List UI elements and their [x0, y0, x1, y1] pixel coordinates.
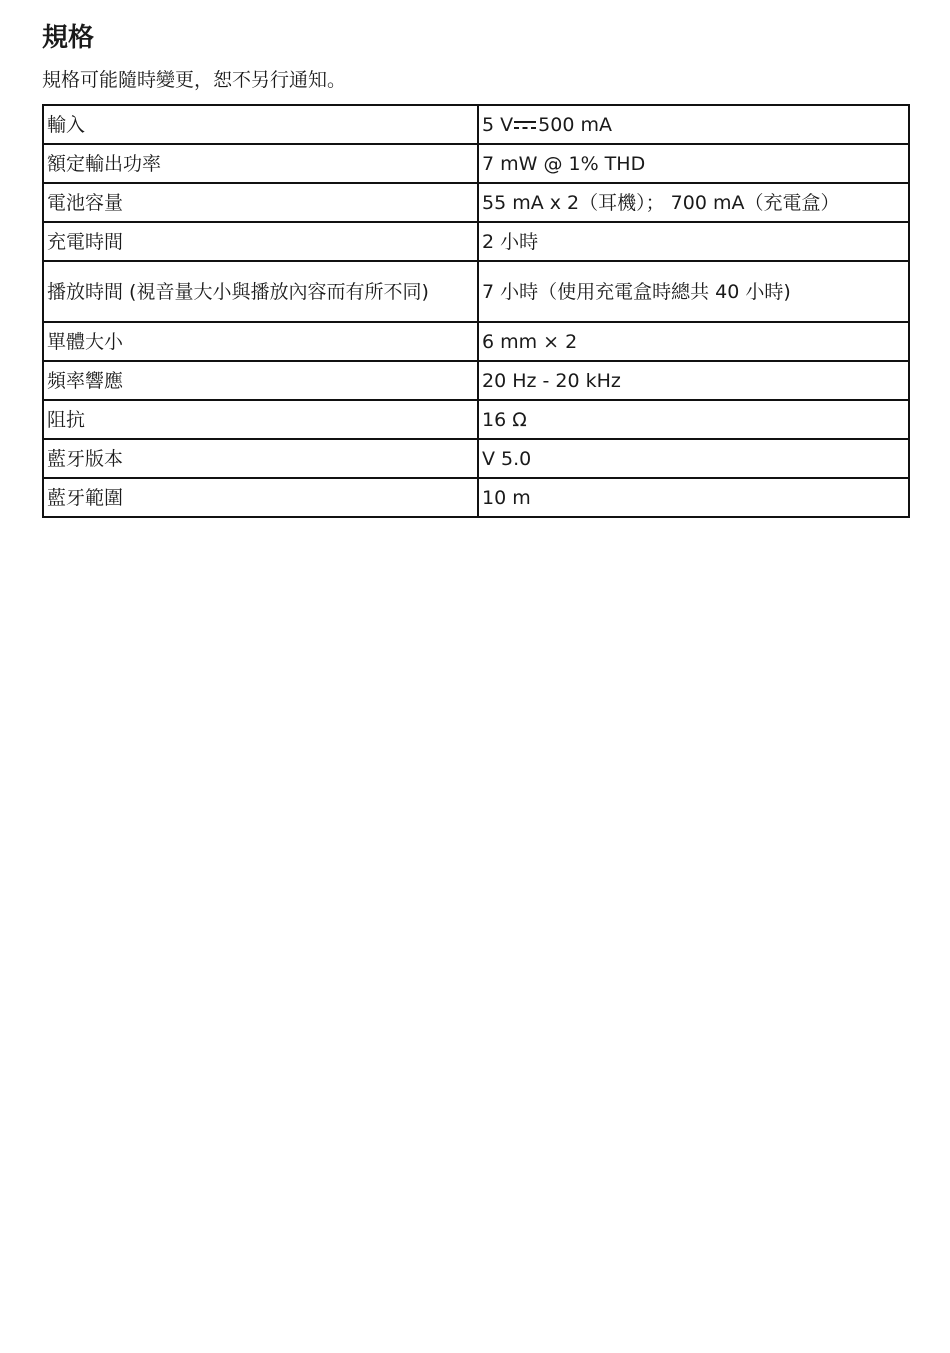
spec-value — [478, 105, 909, 144]
spec-value: 6 mm × 2 — [478, 322, 909, 361]
table-row — [43, 322, 909, 361]
spec-value: 10 m — [478, 478, 909, 517]
spec-value: 7 小時（使用充電盒時總共 40 小時) — [478, 261, 909, 322]
table-row — [43, 105, 909, 144]
spec-label: 電池容量 — [43, 183, 478, 222]
page-title: 規格 — [42, 23, 95, 53]
spec-value: 55 mA x 2（耳機）； 700 mA（充電盒） — [478, 183, 909, 222]
spec-label: 阻抗 — [43, 400, 478, 439]
spec-label: 播放時間 (視音量大小與播放內容而有所不同) — [43, 261, 478, 322]
table-row — [43, 261, 909, 322]
spec-value: 2 小時 — [478, 222, 909, 261]
table-row — [43, 439, 909, 478]
spec-label: 藍牙版本 — [43, 439, 478, 478]
table-row — [43, 144, 909, 183]
spec-value: V 5.0 — [478, 439, 909, 478]
spec-label: 頻率響應 — [43, 361, 478, 400]
spec-label: 輸入 — [43, 105, 478, 144]
spec-label: 藍牙範圍 — [43, 478, 478, 517]
table-row — [43, 183, 909, 222]
spec-value: 16 Ω — [478, 400, 909, 439]
spec-label: 單體大小 — [43, 322, 478, 361]
table-row — [43, 361, 909, 400]
spec-value-voltage: 5 V — [482, 113, 514, 136]
table-row — [43, 222, 909, 261]
spec-notice: 規格可能隨時變更，恕不另行通知。 — [42, 69, 347, 91]
spec-value: 7 mW @ 1% THD — [478, 144, 909, 183]
spec-label: 充電時間 — [43, 222, 478, 261]
spec-label: 額定輸出功率 — [43, 144, 478, 183]
spec-table — [42, 104, 910, 518]
spec-value-current: 500 mA — [538, 113, 612, 136]
dc-current-icon — [514, 119, 536, 131]
table-row — [43, 400, 909, 439]
table-row — [43, 478, 909, 517]
spec-value: 20 Hz - 20 kHz — [478, 361, 909, 400]
